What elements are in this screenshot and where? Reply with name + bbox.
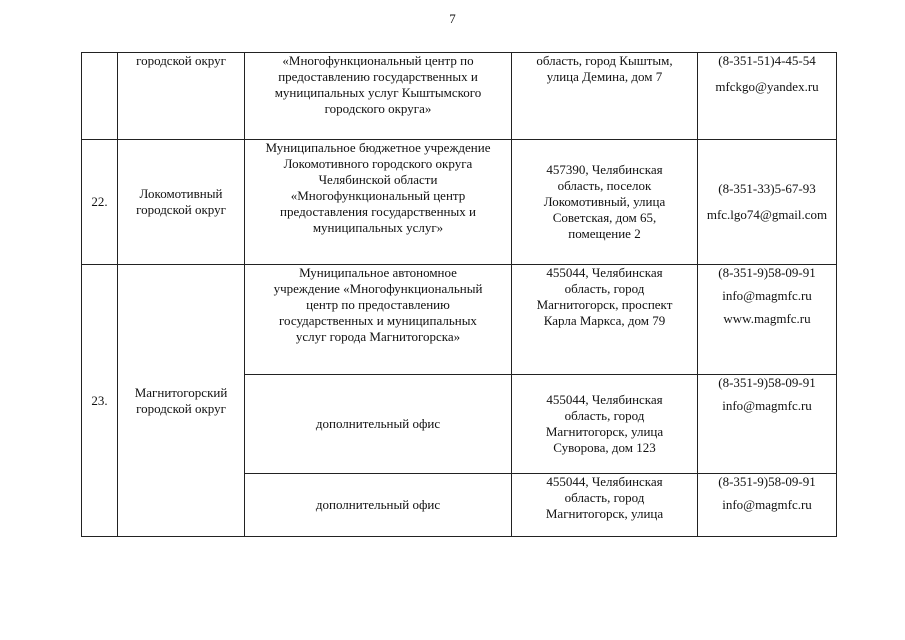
- district-text: городской округ: [136, 202, 226, 217]
- address-text: Суворова, дом 123: [553, 440, 656, 455]
- organization-cell: [245, 265, 512, 375]
- address-text: область, город Кыштым,: [536, 53, 673, 68]
- contact-cell: [698, 474, 837, 537]
- organization-text: дополнительный офис: [315, 416, 441, 431]
- organization-text: муниципальных услуг Кыштымского: [274, 85, 482, 100]
- address-text: улица Демина, дом 7: [546, 69, 663, 84]
- phone-text: (8-351-9)58-09-91: [718, 265, 816, 280]
- organization-text: учреждение «Многофункциональный: [273, 281, 483, 296]
- address-text: Карла Маркса, дом 79: [543, 313, 666, 328]
- organization-text: «Многофункциональный центр: [290, 188, 466, 203]
- organization-cell: [245, 53, 512, 140]
- email-text: info@magmfc.ru: [722, 497, 812, 512]
- row-number-cell: [82, 53, 118, 140]
- address-text: 455044, Челябинская: [546, 392, 663, 407]
- organization-text: услуг города Магнитогорска»: [295, 329, 461, 344]
- email-text: mfckgo@yandex.ru: [715, 79, 819, 94]
- address-cell: [512, 140, 698, 265]
- contact-cell: [698, 140, 837, 265]
- address-cell: [512, 265, 698, 375]
- organization-text: городского округа»: [324, 101, 432, 116]
- district-text: городской округ: [136, 53, 226, 68]
- address-cell: [512, 474, 698, 537]
- phone-text: (8-351-9)58-09-91: [718, 474, 816, 489]
- table-row: [82, 265, 837, 375]
- address-cell: [512, 53, 698, 140]
- address-text: область, город: [564, 281, 645, 296]
- organization-text: Муниципальное бюджетное учреждение: [265, 140, 491, 155]
- address-text: область, город: [564, 490, 645, 505]
- address-text: Советская, дом 65,: [552, 210, 657, 225]
- organization-text: предоставлению государственных и: [278, 69, 478, 84]
- phone-text: (8-351-9)58-09-91: [718, 375, 816, 390]
- organization-text: государственных и муниципальных: [279, 313, 477, 328]
- organization-cell: [245, 140, 512, 265]
- organization-text: дополнительный офис: [315, 497, 441, 512]
- phone-text: (8-351-33)5-67-93: [718, 181, 816, 196]
- organization-cell: [245, 375, 512, 474]
- contact-cell: [698, 375, 837, 474]
- table-row: [82, 140, 837, 265]
- address-text: Магнитогорск, проспект: [536, 297, 673, 312]
- contact-cell: [698, 53, 837, 140]
- email-text: info@magmfc.ru: [722, 398, 812, 413]
- district-cell: [118, 53, 245, 140]
- district-text: Магнитогорский: [134, 384, 228, 400]
- address-text: помещение 2: [568, 226, 641, 241]
- organization-text: центр по предоставлению: [306, 297, 450, 312]
- email-text: mfc.lgo74@gmail.com: [706, 207, 828, 222]
- email-text: info@magmfc.ru: [722, 288, 812, 303]
- address-text: 457390, Челябинская: [546, 162, 663, 177]
- address-cell: [512, 375, 698, 474]
- mfc-registry-table: [81, 52, 837, 537]
- district-cell: [118, 265, 245, 537]
- organization-text: Локомотивного городского округа: [283, 156, 473, 171]
- address-text: Магнитогорск, улица: [545, 424, 664, 439]
- website-text: www.magmfc.ru: [723, 311, 811, 326]
- row-number-cell: 23.: [82, 265, 118, 537]
- phone-text: (8-351-51)4-45-54: [718, 53, 816, 68]
- organization-cell: [245, 474, 512, 537]
- table-row: [82, 53, 837, 140]
- organization-text: Челябинской области: [318, 172, 438, 187]
- address-text: Локомотивный, улица: [543, 194, 666, 209]
- organization-text: «Многофункциональный центр по: [282, 53, 474, 68]
- row-number-cell: 22.: [82, 140, 118, 265]
- district-cell: [118, 140, 245, 265]
- address-text: 455044, Челябинская: [546, 265, 663, 280]
- address-text: Магнитогорск, улица: [545, 506, 664, 521]
- organization-text: муниципальных услуг»: [312, 220, 444, 235]
- district-text: Локомотивный: [139, 186, 223, 201]
- address-text: область, город: [564, 408, 645, 423]
- contact-cell: [698, 265, 837, 375]
- address-text: область, поселок: [557, 178, 652, 193]
- district-text: городской округ: [136, 400, 226, 416]
- organization-text: предоставления государственных и: [280, 204, 476, 219]
- organization-text: Муниципальное автономное: [299, 265, 457, 280]
- address-text: 455044, Челябинская: [546, 474, 663, 489]
- page-number: 7: [449, 11, 456, 26]
